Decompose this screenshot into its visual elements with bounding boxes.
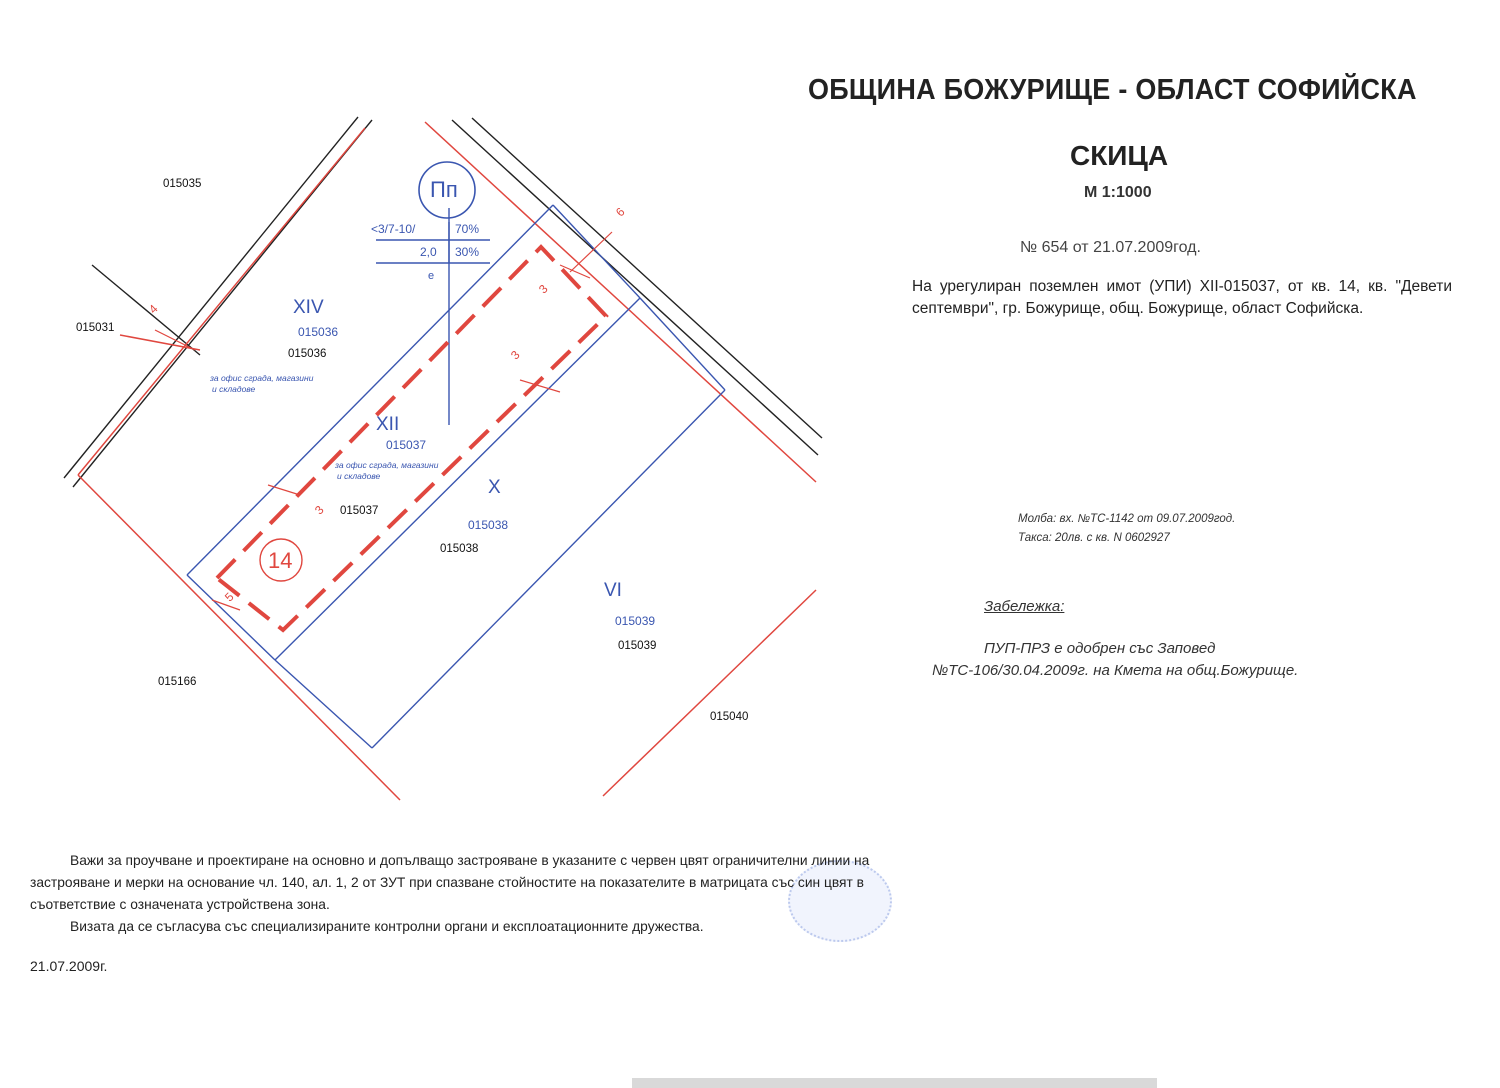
validity-text bbox=[30, 850, 935, 938]
scan-edge bbox=[632, 1078, 1157, 1088]
scale-label: М 1:1000 bbox=[1084, 184, 1152, 201]
matrix-r2c2: 30% bbox=[455, 245, 480, 259]
plot-upi-015038: 015038 bbox=[468, 518, 509, 532]
municipality-title: ОБЩИНА БОЖУРИЩЕ - ОБЛАСТ СОФИЙСКА bbox=[808, 74, 1417, 106]
plot-cadastral-015037: 015037 bbox=[340, 505, 379, 517]
regulation-lines bbox=[78, 122, 816, 800]
plot-cadastral-015039: 015039 bbox=[618, 640, 657, 652]
dim-4: 4 bbox=[146, 301, 161, 317]
coordination-paragraph: Визата да се съгласува със специализираните контролни органи и експлоатационните дружества. bbox=[70, 919, 704, 934]
plot-upi-015036: 015036 bbox=[298, 325, 339, 339]
document-type: СКИЦА bbox=[1070, 140, 1169, 171]
plot-cadastral-015036: 015036 bbox=[288, 348, 327, 360]
dim-5: 5 bbox=[222, 589, 237, 605]
plot-upi-015039: 015039 bbox=[615, 614, 656, 628]
dim-6: 6 bbox=[613, 204, 628, 220]
dim-3a: 3 bbox=[536, 281, 551, 297]
neighbor-015035: 015035 bbox=[163, 178, 202, 190]
dim-3b: 3 bbox=[508, 347, 523, 363]
neighbor-015166: 015166 bbox=[158, 676, 197, 688]
plot-roman-xiv: XIV bbox=[293, 297, 324, 318]
matrix-r1c2: 70% bbox=[455, 222, 480, 236]
zone-symbol: Пп bbox=[430, 177, 458, 202]
plot-roman-vi: VI bbox=[604, 580, 622, 601]
plot-upi-015037: 015037 bbox=[386, 438, 427, 452]
matrix-r1c1: <3/7-10/ bbox=[371, 222, 416, 236]
dim-3c: 3 bbox=[312, 502, 327, 518]
issue-date: 21.07.2009г. bbox=[30, 958, 108, 974]
plot-cadastral-015038: 015038 bbox=[440, 543, 479, 555]
note-line-1: ПУП-ПРЗ е одобрен със Заповед bbox=[984, 640, 1216, 657]
matrix-r3: е bbox=[428, 270, 435, 282]
note-heading: Забележка: bbox=[984, 598, 1065, 615]
fee-line: Такса: 20лв. с кв. N 0602927 bbox=[1018, 532, 1170, 544]
property-description: На урегулиран поземлен имот (УПИ) XII-015037, от кв. 14, кв. "Девети септември", гр. Божурище, общ. Божурище, област Софийска. bbox=[912, 278, 1452, 317]
plot-roman-x: X bbox=[488, 477, 501, 498]
plot-use-xii: за офис сграда, магазини и складове bbox=[335, 460, 439, 481]
street-lines-right bbox=[452, 118, 822, 455]
neighbor-015040: 015040 bbox=[710, 711, 749, 723]
block-number: 14 bbox=[268, 548, 293, 573]
street-lines-left bbox=[64, 117, 372, 487]
document-number: № 654 от 21.07.2009год. bbox=[1020, 239, 1201, 256]
validity-paragraph: Важи за проучване и проектиране на основно и допълващо застрояване в указаните с червен цвят ограничителни линии на застрояване и мерки на основание чл. 140, ал. 1, 2 от ЗУТ при спазване стойностите на показателите в матрицата със син цвят в съответствие с означената устройствена зона. bbox=[30, 853, 870, 912]
plot-roman-xii: XII bbox=[376, 414, 400, 435]
request-info bbox=[1018, 510, 1235, 548]
request-line: Молба: вх. №ТС-1142 от 09.07.2009год. bbox=[1018, 513, 1236, 525]
note-line-2: №ТС-106/30.04.2009г. на Кмета на общ.Божурище. bbox=[932, 662, 1299, 679]
matrix-r2c1: 2,0 bbox=[420, 245, 437, 259]
plot-use-xiv: за офис сграда, магазини и складове bbox=[210, 373, 314, 394]
neighbor-015031: 015031 bbox=[76, 322, 115, 334]
